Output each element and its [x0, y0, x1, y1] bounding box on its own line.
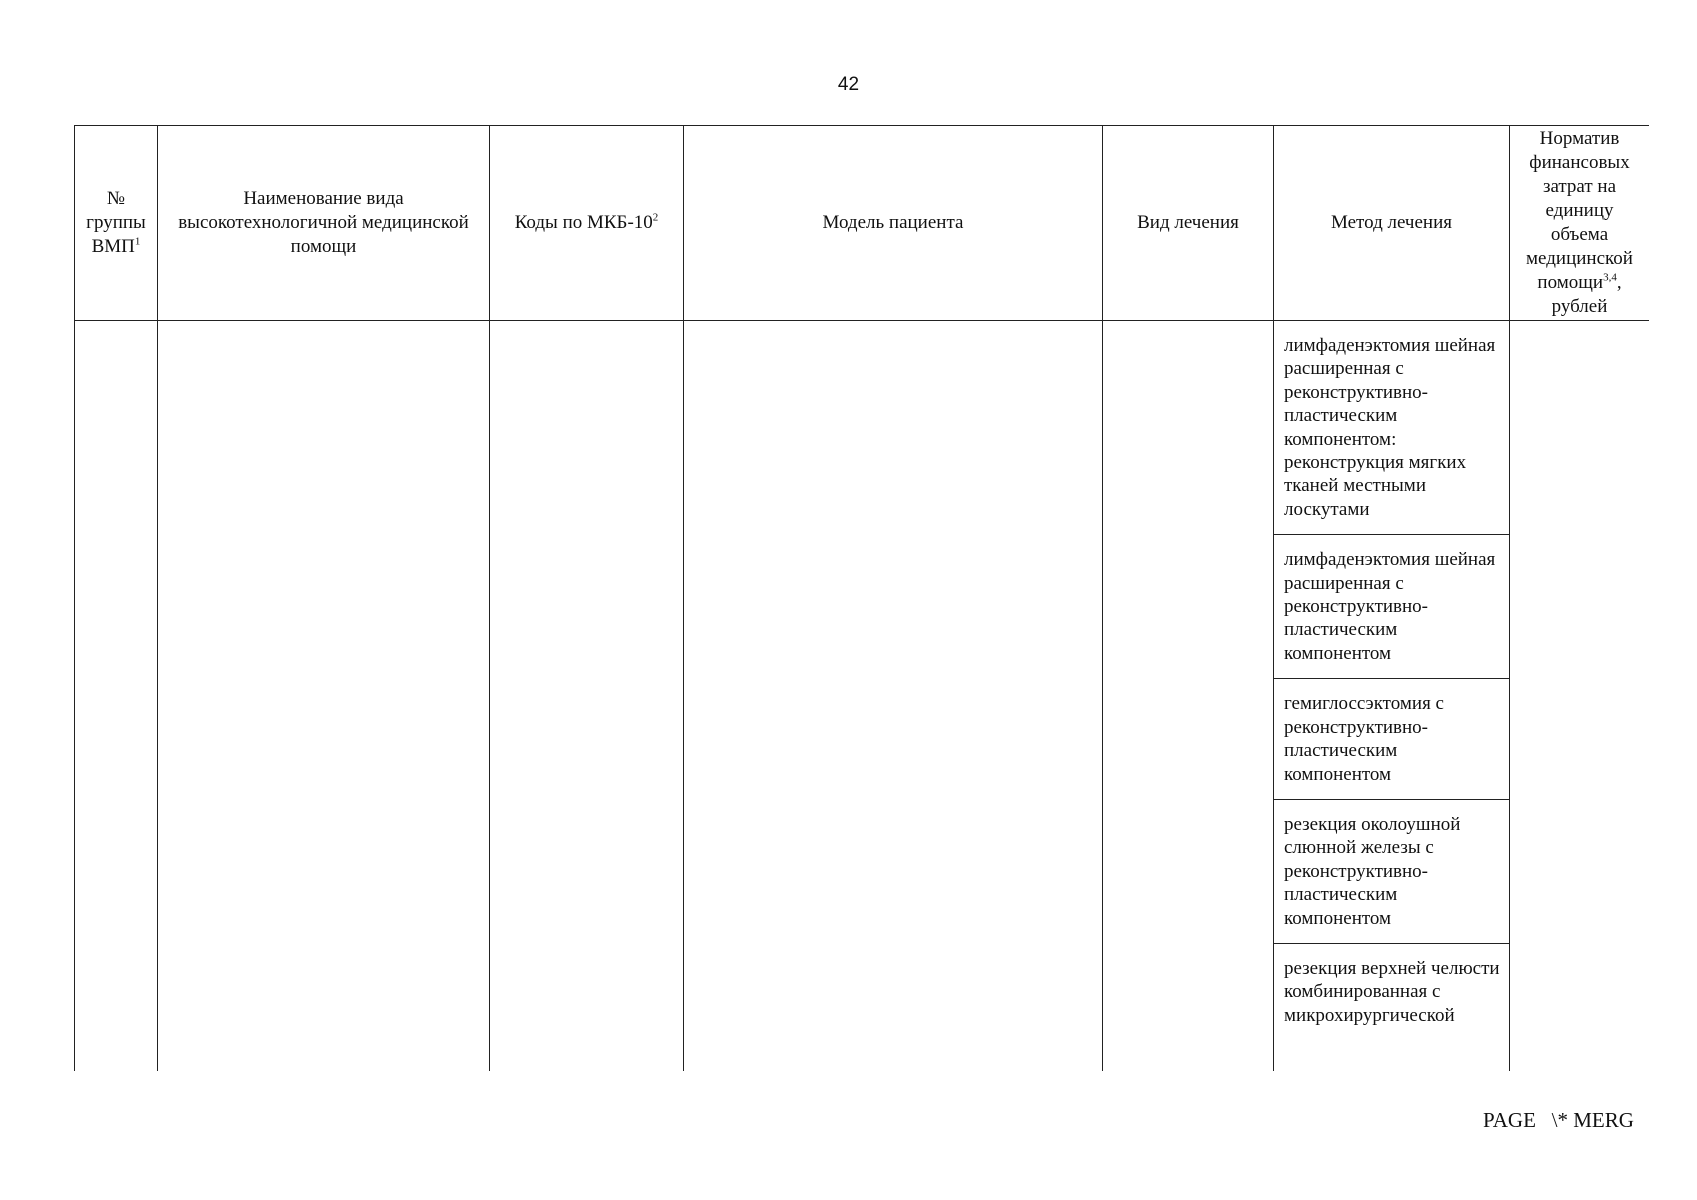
cell-norm — [1510, 321, 1650, 1072]
cell-name — [158, 321, 490, 1072]
footnote-ref-3-4: 3,4 — [1603, 271, 1617, 284]
header-group-no-label: № группы ВМП — [86, 188, 146, 257]
cell-treatment-method — [1274, 321, 1510, 1072]
method-text: резекция околоушной слюнной железы с реконструктивно-пластическим компонентом — [1284, 813, 1461, 929]
header-norm-suffix: , рублей — [1551, 272, 1622, 317]
services-table-wrap — [74, 125, 1649, 1071]
header-codes-label: Коды по МКБ-10 — [514, 212, 653, 233]
page-field-code: PAGE \* MERG — [1483, 1108, 1634, 1132]
method-item — [1274, 321, 1509, 535]
cell-codes — [490, 321, 684, 1072]
method-item — [1274, 535, 1509, 679]
header-treatment-method: Метод лечения — [1274, 126, 1510, 321]
header-norm — [1510, 126, 1650, 321]
method-text: лимфаденэктомия шейная расширенная с реконструктивно-пластическим компонентом: реконструкция мягких тканей местными лоскутами — [1284, 335, 1496, 520]
header-patient-model: Модель пациента — [684, 126, 1103, 321]
header-treatment-type: Вид лечения — [1103, 126, 1274, 321]
services-table — [74, 125, 1649, 1071]
method-item — [1274, 800, 1509, 944]
cell-group-no — [75, 321, 158, 1072]
header-name: Наименование вида высокотехнологичной медицинской помощи — [158, 126, 490, 321]
cell-treatment-type — [1103, 321, 1274, 1072]
method-text: лимфаденэктомия шейная расширенная с реконструктивно-пластическим компонентом — [1284, 549, 1496, 664]
table-header-row — [75, 126, 1650, 321]
method-text: гемиглоссэктомия с реконструктивно-пластическим компонентом — [1284, 693, 1444, 785]
method-item — [1274, 944, 1509, 1040]
header-group-no — [75, 126, 158, 321]
header-codes — [490, 126, 684, 321]
cell-patient-model — [684, 321, 1103, 1072]
footnote-ref-2: 2 — [652, 211, 659, 224]
footnote-ref-1: 1 — [134, 235, 141, 248]
table-row — [75, 321, 1650, 1072]
header-norm-label: Норматив финансовых затрат на единицу объема медицинской помощи — [1526, 128, 1633, 293]
method-item — [1274, 679, 1509, 800]
page-number: 42 — [837, 74, 860, 95]
method-text: резекция верхней челюсти комбинированная с микрохирургической — [1284, 957, 1500, 1026]
